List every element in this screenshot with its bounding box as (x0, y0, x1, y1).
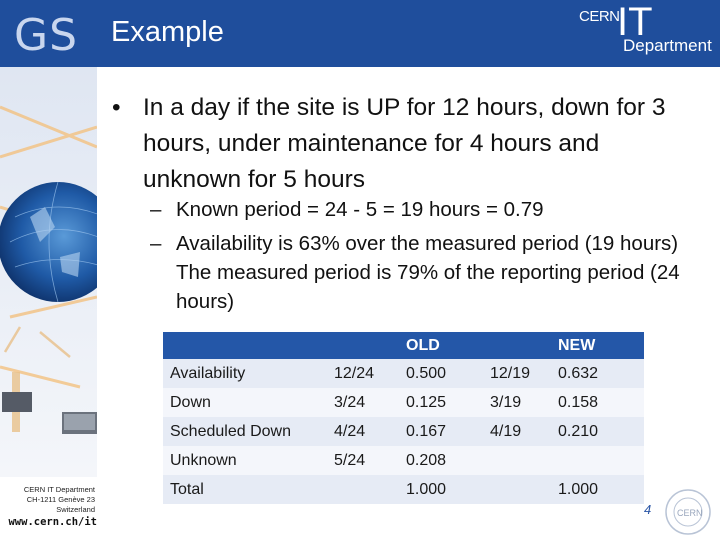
slide-title: Example (111, 16, 224, 48)
availability-table (163, 332, 644, 504)
table-cell: 4/24 (327, 417, 399, 446)
left-sidebar-art (0, 0, 97, 540)
table-cell: Down (163, 388, 327, 417)
table-header-row (163, 332, 644, 359)
table-cell (327, 475, 399, 504)
table-cell: 3/19 (483, 388, 551, 417)
table-row (163, 388, 644, 417)
table-cell: 0.167 (399, 417, 483, 446)
table-cell: Unknown (163, 446, 327, 475)
table-cell (483, 446, 551, 475)
title-bar (97, 0, 720, 67)
cern-address (0, 485, 95, 515)
address-line-2: CH-1211 Genève 23 (26, 495, 95, 504)
table-cell: 3/24 (327, 388, 399, 417)
logo-department-text: Department (623, 36, 712, 55)
table-row (163, 359, 644, 388)
table-cell: 1.000 (551, 475, 644, 504)
table-cell: 4/19 (483, 417, 551, 446)
table-header-old: OLD (399, 332, 483, 359)
logo-it-text: IT (617, 0, 653, 44)
table-cell: 0.208 (399, 446, 483, 475)
table-cell: 0.210 (551, 417, 644, 446)
sub-bullet-text: Availability is 63% over the measured period (19 hours) The measured period is 79% of the reporting period (24 hours) (176, 232, 680, 313)
dash-symbol: – (150, 232, 162, 255)
table-cell (483, 475, 551, 504)
table-cell: 1.000 (399, 475, 483, 504)
table-header-new: NEW (551, 332, 644, 359)
gs-logo-box (0, 0, 97, 67)
table-row (163, 475, 644, 504)
table-header-cell (163, 332, 327, 359)
address-line-1: CERN IT Department (23, 485, 95, 494)
table-cell: 5/24 (327, 446, 399, 475)
table-cell: 0.158 (551, 388, 644, 417)
address-line-3: Switzerland (56, 505, 95, 514)
gs-logo: GS (14, 10, 79, 61)
table-cell: Total (163, 475, 327, 504)
sub-bullet-text: Known period = 24 - 5 = 19 hours = 0.79 (176, 198, 544, 221)
table-cell: Availability (163, 359, 327, 388)
table-cell: 0.125 (399, 388, 483, 417)
cern-seal-icon (654, 482, 716, 538)
table-cell: 0.632 (551, 359, 644, 388)
table-cell: 12/24 (327, 359, 399, 388)
logo-cern-text: CERN (579, 8, 620, 25)
sub-bullet-known-period (150, 195, 710, 224)
table-cell: Scheduled Down (163, 417, 327, 446)
table-row (163, 417, 644, 446)
table-header-cell (483, 332, 551, 359)
table-header-cell (327, 332, 399, 359)
main-bullet-text: In a day if the site is UP for 12 hours, down for 3 hours, under maintenance for 4 hours and unknown for 5 hours (143, 94, 666, 193)
sub-bullet-availability (150, 229, 710, 316)
svg-text:CERN: CERN (677, 508, 703, 518)
table-cell: 12/19 (483, 359, 551, 388)
dash-symbol: – (150, 198, 162, 221)
page-number: 4 (644, 502, 652, 517)
cern-url-link[interactable]: www.cern.ch/it (8, 516, 97, 528)
main-bullet (112, 90, 702, 198)
table-cell: 0.500 (399, 359, 483, 388)
bullet-symbol: • (112, 94, 121, 121)
table-cell (551, 446, 644, 475)
globe-network-illustration (0, 67, 97, 477)
table-row (163, 446, 644, 475)
